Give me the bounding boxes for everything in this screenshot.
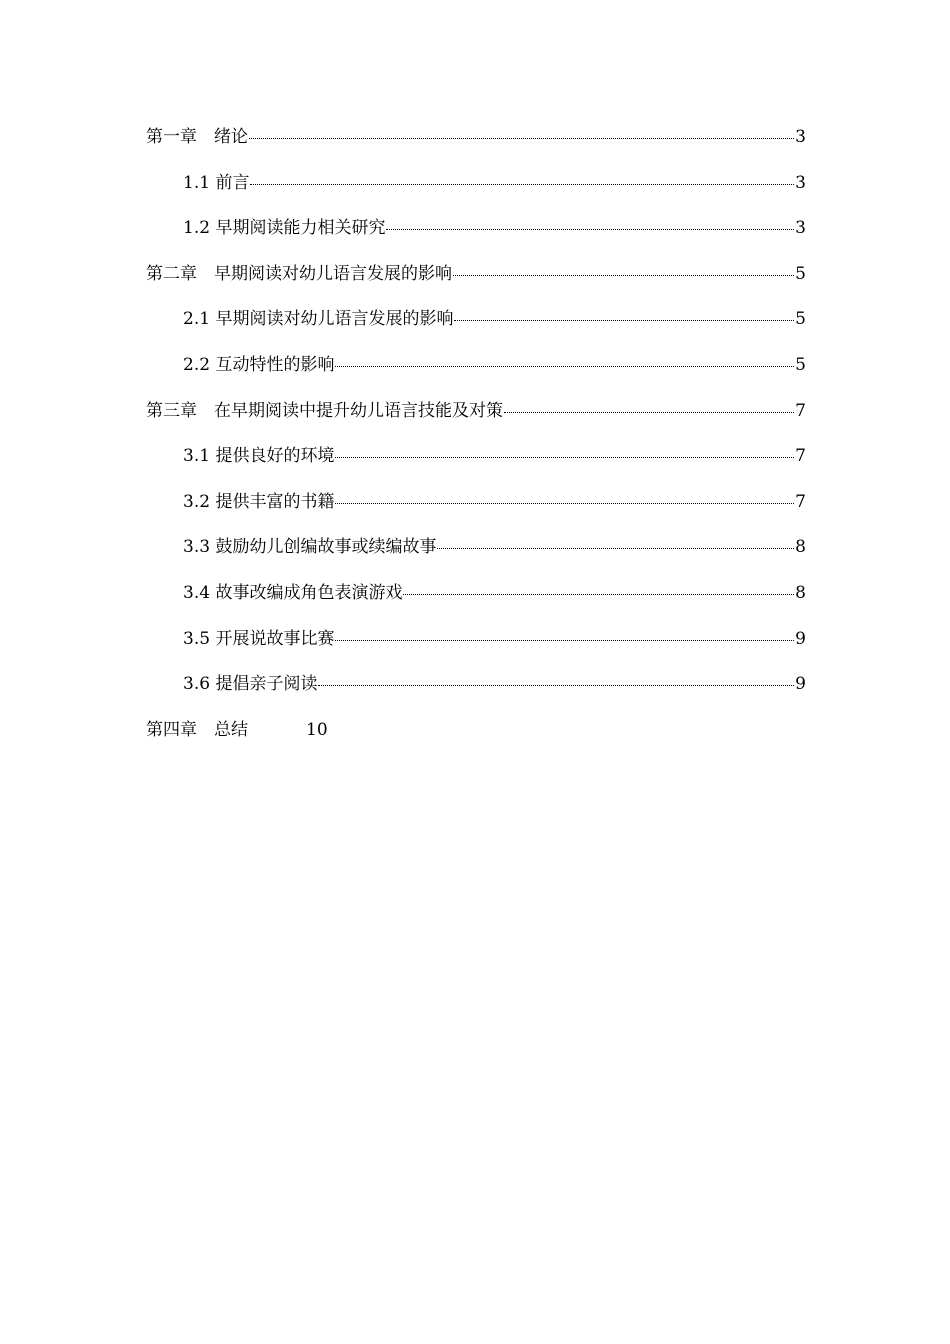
toc-page-number: 5 [795, 263, 806, 284]
toc-dot-leader [453, 275, 794, 276]
toc-dot-leader [335, 457, 794, 458]
toc-page-number: 7 [795, 400, 806, 421]
toc-dot-leader [335, 366, 794, 367]
toc-entry-3-5[interactable] [146, 624, 806, 670]
toc-dot-leader [249, 138, 794, 139]
toc-page-number: 9 [795, 628, 806, 649]
toc-entry-title: 第四章 总结 [146, 719, 248, 740]
toc-entry-3-2[interactable] [146, 487, 806, 533]
toc-entry-chapter-1[interactable] [146, 122, 806, 168]
toc-dot-leader [504, 412, 794, 413]
toc-dot-leader [403, 594, 794, 595]
toc-dot-leader [318, 685, 794, 686]
toc-page-number: 8 [795, 582, 806, 603]
toc-entry-chapter-2[interactable] [146, 259, 806, 305]
toc-dot-leader [454, 320, 794, 321]
toc-dot-leader [335, 503, 794, 504]
toc-page-number: 8 [795, 537, 806, 558]
toc-page-number: 7 [795, 446, 806, 467]
toc-entry-title: 第一章 绪论 [146, 127, 248, 147]
toc-page-number: 5 [795, 354, 806, 375]
toc-dot-leader [250, 184, 794, 185]
toc-dot-leader [437, 548, 794, 549]
toc-entry-title: 1.1 前言 [183, 172, 250, 193]
toc-entry-title: 第二章 早期阅读对幼儿语言发展的影响 [146, 263, 452, 284]
toc-entry-chapter-3[interactable] [146, 396, 806, 442]
toc-entry-chapter-4[interactable] [146, 715, 806, 761]
toc-page-number: 3 [795, 172, 806, 193]
toc-entry-1-1[interactable] [146, 168, 806, 214]
toc-entry-title: 3.2 提供丰富的书籍 [183, 491, 335, 512]
toc-dot-leader [335, 640, 794, 641]
toc-page-number: 5 [795, 309, 806, 330]
toc-entry-title: 2.2 互动特性的影响 [183, 354, 335, 375]
toc-entry-2-1[interactable] [146, 304, 806, 350]
toc-page-number: 3 [795, 218, 806, 239]
toc-page-number: 3 [795, 127, 806, 147]
toc-page-number: 10 [306, 719, 328, 740]
toc-entry-title: 3.6 提倡亲子阅读 [183, 674, 318, 695]
toc-entry-title: 3.1 提供良好的环境 [183, 446, 335, 467]
toc-dot-leader [386, 229, 794, 230]
toc-entry-title: 第三章 在早期阅读中提升幼儿语言技能及对策 [146, 400, 503, 421]
toc-entry-title: 2.1 早期阅读对幼儿语言发展的影响 [183, 309, 454, 330]
toc-entry-title: 3.5 开展说故事比赛 [183, 628, 335, 649]
toc-entry-title: 3.3 鼓励幼儿创编故事或续编故事 [183, 537, 437, 558]
toc-entry-1-2[interactable] [146, 213, 806, 259]
toc-entry-3-4[interactable] [146, 578, 806, 624]
toc-entry-title: 1.2 早期阅读能力相关研究 [183, 218, 386, 239]
toc-entry-3-1[interactable] [146, 441, 806, 487]
table-of-contents [146, 122, 806, 760]
toc-entry-title: 3.4 故事改编成角色表演游戏 [183, 582, 403, 603]
toc-entry-3-3[interactable] [146, 532, 806, 578]
toc-page-number: 9 [795, 674, 806, 695]
toc-entry-3-6[interactable] [146, 669, 806, 715]
toc-entry-2-2[interactable] [146, 350, 806, 396]
toc-page-number: 7 [795, 491, 806, 512]
